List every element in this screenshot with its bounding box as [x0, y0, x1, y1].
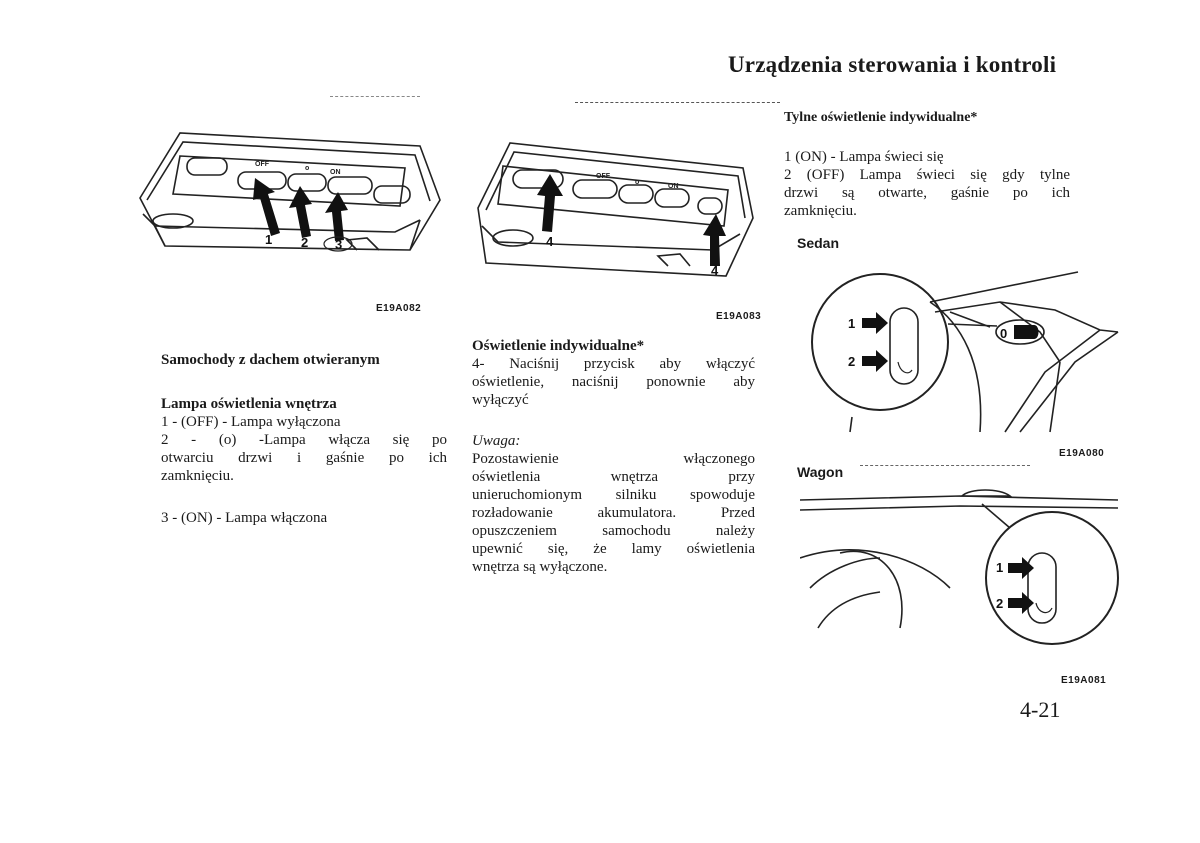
- note-label: Uwaga:: [472, 433, 521, 449]
- list-item: 3 - (ON) - Lampa włączona: [161, 510, 328, 526]
- fig2-label-4a: 4: [546, 234, 554, 249]
- header-rule-left: [330, 96, 420, 97]
- fig2-mid-label: o: [635, 179, 640, 186]
- paragraph-line: wyłączyć: [472, 392, 529, 408]
- note-line: unieruchomionym silniku spowoduje: [472, 487, 755, 503]
- fig2-off-label: OFF: [596, 173, 610, 180]
- list-item-continuation: drzwi są otwarte, gaśnie po ich: [784, 185, 1070, 201]
- middle-column: [472, 337, 755, 576]
- right-column-heading: Tylne oświetlenie indywidualne*: [784, 110, 978, 125]
- fig4-label-2: 2: [996, 596, 1004, 611]
- subsection-heading: Lampa oświetlenia wnętrza: [161, 396, 337, 412]
- figure-code: E19A081: [1061, 675, 1107, 686]
- figure-wagon-rear-lamp: [800, 488, 1120, 648]
- fig2-arrow-right: [703, 214, 726, 266]
- list-item-continuation: otwarciu drzwi i gaśnie po ich: [161, 450, 447, 466]
- header-rule-middle: [575, 102, 780, 103]
- note-line: rozładowanie akumulatora. Przed: [472, 505, 755, 521]
- fig3-label-2: 2: [848, 354, 856, 369]
- wagon-label: Wagon: [797, 464, 844, 480]
- note-line: wnętrza są wyłączone.: [472, 559, 608, 575]
- right-column: [784, 148, 1070, 220]
- list-item: 2 (OFF) Lampa świeci się gdy tylne: [784, 167, 1070, 183]
- figure-divider: [860, 465, 1030, 466]
- note-line: oświetlenia wnętrza przy: [472, 469, 755, 485]
- fig1-mid-label: o: [305, 165, 310, 172]
- note-line: opuszczeniem samochodu należy: [472, 523, 755, 539]
- note-line: Pozostawienie włączonego: [472, 451, 755, 467]
- list-item: 1 - (OFF) - Lampa wyłączona: [161, 414, 341, 430]
- fig3-arrow-2: [862, 350, 888, 372]
- note-line: upewnić się, że lamy oświetlenia: [472, 541, 755, 557]
- figure-code: E19A082: [376, 303, 422, 314]
- fig1-on-label: ON: [330, 169, 341, 176]
- paragraph-line: 4- Naciśnij przycisk aby włączyć: [472, 356, 755, 372]
- fig3-arrow-1: [862, 312, 888, 334]
- fig1-arrow-1: [253, 178, 280, 236]
- fig4-arrow-2: [1008, 592, 1034, 614]
- fig1-off-label: OFF: [255, 161, 269, 168]
- fig1-arrow-3: [325, 192, 348, 241]
- list-item: 1 (ON) - Lampa świeci się: [784, 149, 944, 165]
- sedan-label: Sedan: [797, 235, 840, 251]
- section-heading: Oświetlenie indywidualne*: [472, 338, 645, 354]
- fig2-label-4b: 4: [711, 263, 719, 278]
- fig2-arrow-left: [537, 174, 563, 232]
- figure-code: E19A080: [1059, 448, 1105, 459]
- page-title: Urządzenia sterowania i kontroli: [728, 52, 1057, 77]
- figure-code: E19A083: [716, 311, 762, 322]
- fig3-switch-knob: [1014, 325, 1039, 339]
- figure-interior-lamp-console: [125, 128, 465, 268]
- fig1-label-2: 2: [301, 235, 309, 250]
- page-number: 4-21: [1020, 697, 1061, 722]
- list-item-continuation: zamknięciu.: [784, 203, 857, 219]
- fig3-label-1: 1: [848, 316, 856, 331]
- list-item-continuation: zamknięciu.: [161, 468, 234, 484]
- fig1-label-3: 3: [335, 237, 343, 252]
- figure-individual-lamp-console: [458, 138, 768, 283]
- figure-sedan-rear-lamp: [800, 262, 1120, 437]
- fig4-label-1: 1: [996, 560, 1004, 575]
- list-item: 2 - (o) -Lampa włącza się po: [161, 432, 447, 448]
- left-column: [161, 351, 447, 527]
- paragraph-line: oświetlenie, naciśnij ponownie aby: [472, 374, 755, 390]
- fig2-on-label: ON: [668, 183, 679, 190]
- section-heading: Samochody z dachem otwieranym: [161, 352, 380, 368]
- fig1-label-1: 1: [265, 232, 273, 247]
- fig3-label-0: 0: [1000, 326, 1008, 341]
